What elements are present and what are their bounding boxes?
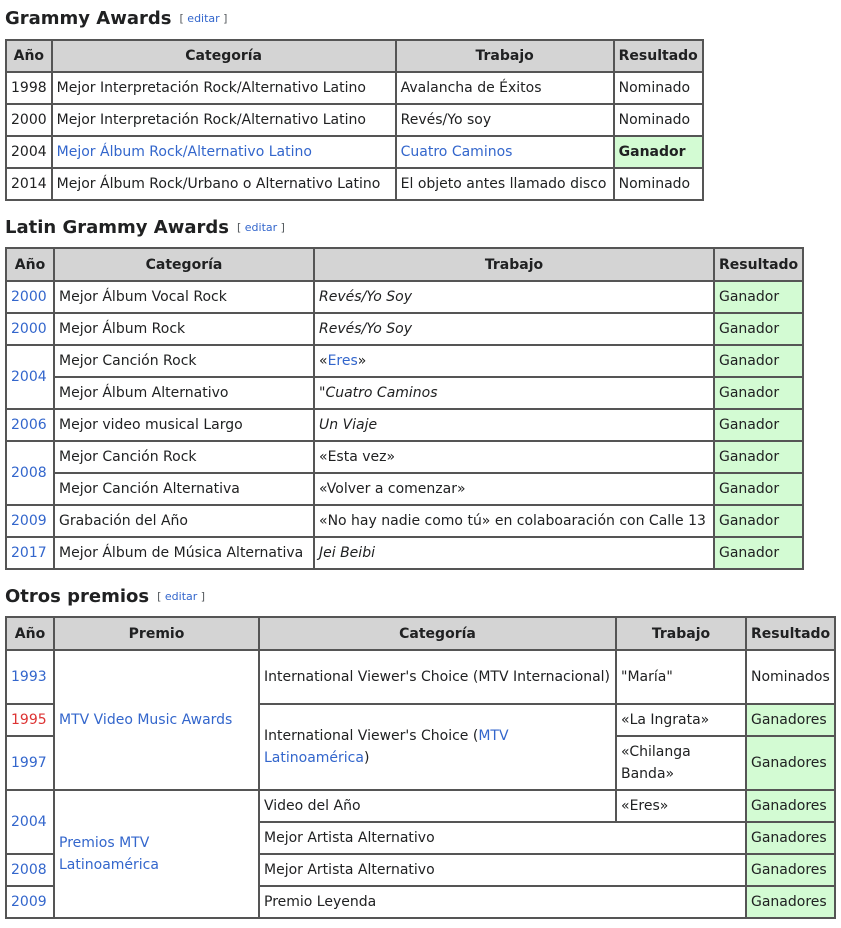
- category-cell: [259, 704, 616, 790]
- table-row: [6, 136, 703, 168]
- latin-table: [5, 247, 804, 570]
- work-cell: «No hay nadie como tú» en colaboaración con Calle 13: [314, 505, 714, 537]
- category-link[interactable]: Mejor Álbum Rock/Alternativo Latino: [56, 144, 312, 160]
- otros-section: [5, 585, 205, 609]
- col-result: Resultado: [614, 40, 703, 72]
- category-cell: Mejor video musical Largo: [54, 409, 314, 441]
- work-cell: «Volver a comenzar»: [314, 473, 714, 505]
- year-link[interactable]: 2000: [11, 321, 47, 337]
- category-cell: Video del Año: [259, 790, 616, 822]
- result-cell: Nominados: [746, 650, 835, 704]
- year-cell: [6, 886, 54, 918]
- year-cell: [6, 281, 54, 313]
- category-cell: [52, 136, 396, 168]
- year-cell: [6, 537, 54, 569]
- year-cell: [6, 736, 54, 790]
- result-cell: Nominado: [614, 104, 703, 136]
- otros-title: Otros premios: [5, 586, 150, 607]
- work-cell: [314, 537, 714, 569]
- quote-open: «: [319, 353, 328, 369]
- category-cell: International Viewer's Choice (MTV Internacional): [259, 650, 616, 704]
- year-link[interactable]: 2008: [11, 465, 47, 481]
- year-cell: [6, 345, 54, 409]
- table-row: [6, 505, 803, 537]
- year-cell: 1998: [6, 72, 52, 104]
- table-row: [6, 168, 703, 200]
- year-cell: 2014: [6, 168, 52, 200]
- result-cell: Ganador: [714, 537, 803, 569]
- result-cell: Ganador: [714, 441, 803, 473]
- category-cell: Mejor Álbum Alternativo: [54, 377, 314, 409]
- year-cell: [6, 650, 54, 704]
- latin-edit: [ editar ]: [236, 221, 285, 234]
- year-link[interactable]: 2004: [11, 814, 47, 830]
- table-row: [6, 790, 835, 822]
- year-cell: [6, 441, 54, 505]
- work-text: Un Viaje: [319, 417, 378, 433]
- year-link[interactable]: 2009: [11, 894, 47, 910]
- col-category: Categoría: [259, 617, 616, 650]
- category-cell: Mejor Interpretación Rock/Alternativo Latino: [52, 104, 396, 136]
- result-cell: Ganadores: [746, 790, 835, 822]
- latin-title: Latin Grammy Awards: [5, 217, 229, 238]
- year-link[interactable]: 2006: [11, 417, 47, 433]
- category-cell: Mejor Interpretación Rock/Alternativo Latino: [52, 72, 396, 104]
- table-header-row: [6, 248, 803, 281]
- grammy-heading: [5, 7, 227, 31]
- otros-edit-link[interactable]: editar: [164, 590, 198, 603]
- year-link[interactable]: 1993: [11, 669, 47, 685]
- category-cell: Grabación del Año: [54, 505, 314, 537]
- category-cell: Mejor Canción Alternativa: [54, 473, 314, 505]
- grammy-section: [5, 7, 227, 31]
- result-cell: Ganador: [714, 409, 803, 441]
- result-cell: Ganador: [714, 313, 803, 345]
- category-cell: Mejor Canción Rock: [54, 345, 314, 377]
- work-cell: [314, 345, 714, 377]
- result-cell: Ganador: [714, 281, 803, 313]
- year-cell: [6, 704, 54, 736]
- year-cell: [6, 854, 54, 886]
- category-cell: Mejor Álbum Vocal Rock: [54, 281, 314, 313]
- latin-section: [5, 216, 285, 240]
- grammy-table: [5, 39, 704, 201]
- result-cell: Ganadores: [746, 822, 835, 854]
- latin-heading: [5, 216, 285, 240]
- otros-edit: [ editar ]: [157, 590, 206, 603]
- work-cell: «Eres»: [616, 790, 746, 822]
- work-text: "Cuatro Caminos: [319, 385, 438, 401]
- result-cell: Ganadores: [746, 854, 835, 886]
- grammy-title: Grammy Awards: [5, 8, 172, 29]
- table-row: [6, 537, 803, 569]
- work-cell: «Chilanga Banda»: [616, 736, 746, 790]
- year-link[interactable]: 1995: [11, 712, 47, 728]
- work-text: Revés/Yo Soy: [319, 321, 413, 337]
- col-year: Año: [6, 40, 52, 72]
- year-link[interactable]: 2000: [11, 289, 47, 305]
- category-link[interactable]: MTV Latinoamérica: [264, 728, 509, 766]
- table-row: [6, 409, 803, 441]
- result-cell: Nominado: [614, 72, 703, 104]
- work-cell: Revés/Yo soy: [396, 104, 614, 136]
- category-cell: Premio Leyenda: [259, 886, 746, 918]
- work-cell: [396, 136, 614, 168]
- category-cell: Mejor Álbum de Música Alternativa: [54, 537, 314, 569]
- col-year: Año: [6, 248, 54, 281]
- work-cell: «Esta vez»: [314, 441, 714, 473]
- prize-cell: [54, 650, 259, 790]
- work-link[interactable]: Cuatro Caminos: [400, 144, 513, 160]
- table-row: [6, 72, 703, 104]
- latin-edit-link[interactable]: editar: [244, 221, 278, 234]
- work-cell: El objeto antes llamado disco: [396, 168, 614, 200]
- quote-close: »: [357, 353, 367, 369]
- prize-link[interactable]: MTV Video Music Awards: [59, 712, 233, 728]
- category-cell: Mejor Artista Alternativo: [259, 822, 746, 854]
- col-work: Trabajo: [314, 248, 714, 281]
- work-cell: [314, 377, 714, 409]
- prize-link[interactable]: Premios MTV Latinoamérica: [59, 835, 159, 873]
- result-cell: Ganadores: [746, 704, 835, 736]
- col-category: Categoría: [54, 248, 314, 281]
- table-header-row: [6, 40, 703, 72]
- category-text: International Viewer's Choice (: [264, 728, 479, 744]
- year-cell: [6, 505, 54, 537]
- result-cell: Nominado: [614, 168, 703, 200]
- year-cell: [6, 313, 54, 345]
- col-work: Trabajo: [396, 40, 614, 72]
- col-year: Año: [6, 617, 54, 650]
- year-link[interactable]: 2017: [11, 545, 47, 561]
- work-cell: [314, 409, 714, 441]
- category-cell: Mejor Álbum Rock/Urbano o Alternativo Latino: [52, 168, 396, 200]
- result-cell: Ganador: [714, 345, 803, 377]
- table-row: [6, 473, 803, 505]
- year-link[interactable]: 1997: [11, 755, 47, 771]
- otros-heading: [5, 585, 205, 609]
- year-cell: 2004: [6, 136, 52, 168]
- result-cell: Ganador: [714, 505, 803, 537]
- work-link[interactable]: Eres: [327, 353, 358, 369]
- table-row: [6, 104, 703, 136]
- grammy-edit: [ editar ]: [179, 12, 228, 25]
- col-work: Trabajo: [616, 617, 746, 650]
- table-row: [6, 281, 803, 313]
- work-text: Revés/Yo Soy: [319, 289, 413, 305]
- col-prize: Premio: [54, 617, 259, 650]
- work-cell: [314, 313, 714, 345]
- table-row: [6, 377, 803, 409]
- category-cell: Mejor Álbum Rock: [54, 313, 314, 345]
- result-cell: Ganador: [714, 473, 803, 505]
- result-cell: Ganadores: [746, 886, 835, 918]
- work-cell: [314, 281, 714, 313]
- result-cell: Ganador: [614, 136, 703, 168]
- work-cell: Avalancha de Éxitos: [396, 72, 614, 104]
- work-cell: "María": [616, 650, 746, 704]
- col-result: Resultado: [714, 248, 803, 281]
- table-row: [6, 345, 803, 377]
- year-cell: [6, 409, 54, 441]
- category-cell: Mejor Artista Alternativo: [259, 854, 746, 886]
- table-row: [6, 441, 803, 473]
- table-row: [6, 313, 803, 345]
- year-cell: [6, 790, 54, 854]
- prize-cell: [54, 790, 259, 918]
- result-cell: Ganadores: [746, 736, 835, 790]
- category-text-end: ): [363, 750, 370, 766]
- year-link[interactable]: 2008: [11, 862, 47, 878]
- table-row: [6, 650, 835, 704]
- year-cell: 2000: [6, 104, 52, 136]
- result-cell: Ganador: [714, 377, 803, 409]
- col-result: Resultado: [746, 617, 835, 650]
- col-category: Categoría: [52, 40, 396, 72]
- year-link[interactable]: 2004: [11, 369, 47, 385]
- grammy-edit-link[interactable]: editar: [187, 12, 220, 25]
- table-header-row: [6, 617, 835, 650]
- year-link[interactable]: 2009: [11, 513, 47, 529]
- category-cell: Mejor Canción Rock: [54, 441, 314, 473]
- work-text: Jei Beibi: [319, 545, 375, 561]
- otros-table: [5, 616, 836, 919]
- work-cell: «La Ingrata»: [616, 704, 746, 736]
